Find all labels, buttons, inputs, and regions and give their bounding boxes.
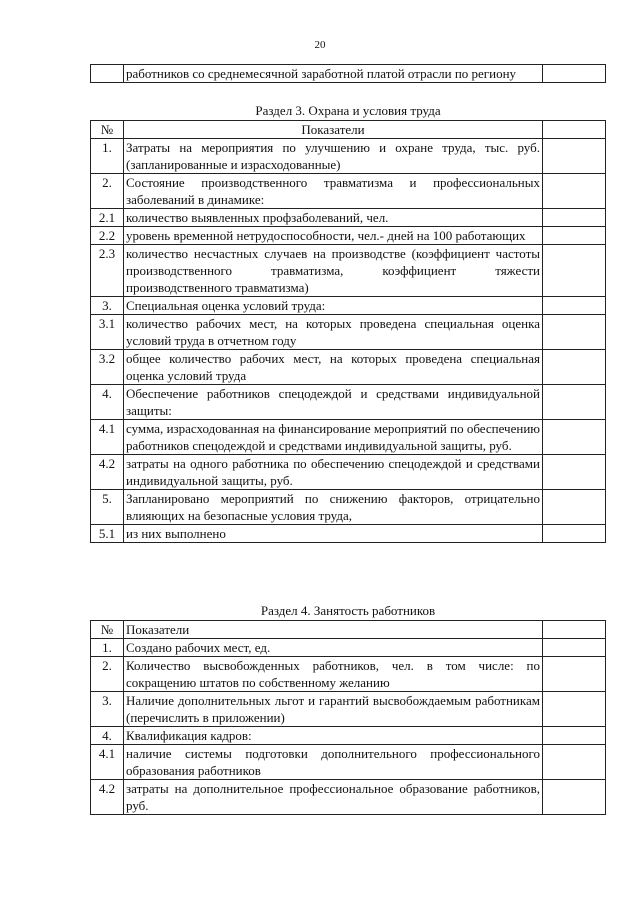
row-text-cell: количество рабочих мест, на которых проведена специальная оценка условий труда в отчетном году <box>124 315 543 350</box>
row-value-cell <box>543 745 606 780</box>
row-text-cell: количество несчастных случаев на производстве (коэффициент частоты производственного травматизма, коэффициент тяжести производственного травматизма) <box>124 245 543 297</box>
row-number-cell: 5. <box>91 490 124 525</box>
table-row <box>91 692 606 727</box>
row-value-cell <box>543 65 606 83</box>
row-number-cell: 4. <box>91 727 124 745</box>
table-row <box>91 245 606 297</box>
table-header-row <box>91 121 606 139</box>
row-value-cell <box>543 297 606 315</box>
row-number-cell: 2. <box>91 657 124 692</box>
row-number-cell: 3.1 <box>91 315 124 350</box>
row-value-cell <box>543 385 606 420</box>
table-row <box>91 350 606 385</box>
row-text-cell: Состояние производственного травматизма и профессиональных заболеваний в динамике: <box>124 174 543 209</box>
table-row <box>91 525 606 543</box>
row-value-cell <box>543 692 606 727</box>
row-text-cell: наличие системы подготовки дополнительного профессионального образования работников <box>124 745 543 780</box>
row-value-cell <box>543 139 606 174</box>
row-number-cell: 2.1 <box>91 209 124 227</box>
header-value-cell <box>543 121 606 139</box>
continuation-table <box>90 64 606 83</box>
table-row <box>91 297 606 315</box>
page-number: 20 <box>314 39 326 51</box>
table-row <box>91 315 606 350</box>
header-num-cell: № <box>91 621 124 639</box>
row-text-cell: затраты на дополнительное профессиональное образование работников, руб. <box>124 780 543 815</box>
row-value-cell <box>543 245 606 297</box>
row-number-cell: 4. <box>91 385 124 420</box>
table-header-row <box>91 621 606 639</box>
table-row <box>91 420 606 455</box>
row-value-cell <box>543 315 606 350</box>
row-value-cell <box>543 490 606 525</box>
row-text-cell: Создано рабочих мест, ед. <box>124 639 543 657</box>
row-text-cell: из них выполнено <box>124 525 543 543</box>
table-row <box>91 65 606 83</box>
row-text-cell: Специальная оценка условий труда: <box>124 297 543 315</box>
header-num-cell: № <box>91 121 124 139</box>
table-row <box>91 227 606 245</box>
row-number-cell: 2.3 <box>91 245 124 297</box>
row-text-cell: уровень временной нетрудоспособности, чел.- дней на 100 работающих <box>124 227 543 245</box>
row-value-cell <box>543 209 606 227</box>
row-number-cell: 2. <box>91 174 124 209</box>
row-text-cell: Затраты на мероприятия по улучшению и охране труда, тыс. руб. (запланированные и израсходованные) <box>124 139 543 174</box>
row-value-cell <box>543 639 606 657</box>
row-number-cell: 1. <box>91 639 124 657</box>
section3-table <box>90 120 606 543</box>
row-text-cell: работников со среднемесячной заработной платой отрасли по региону <box>124 65 543 83</box>
table-row <box>91 657 606 692</box>
table-row <box>91 385 606 420</box>
header-label-cell: Показатели <box>124 121 543 139</box>
row-text-cell: Наличие дополнительных льгот и гарантий высвобождаемым работникам (перечислить в приложении) <box>124 692 543 727</box>
header-label-cell: Показатели <box>124 621 543 639</box>
row-value-cell <box>543 174 606 209</box>
row-number-cell <box>91 65 124 83</box>
row-text-cell: сумма, израсходованная на финансирование мероприятий по обеспечению работников спецодеждой и средствами индивидуальной защиты, руб. <box>124 420 543 455</box>
row-value-cell <box>543 350 606 385</box>
table-row <box>91 745 606 780</box>
row-number-cell: 1. <box>91 139 124 174</box>
row-number-cell: 4.2 <box>91 455 124 490</box>
row-number-cell: 4.2 <box>91 780 124 815</box>
table-row <box>91 780 606 815</box>
row-number-cell: 4.1 <box>91 420 124 455</box>
row-text-cell: Запланировано мероприятий по снижению факторов, отрицательно влияющих на безопасные условия труда, <box>124 490 543 525</box>
section4-title: Раздел 4. Занятость работников <box>260 603 436 618</box>
row-value-cell <box>543 525 606 543</box>
row-value-cell <box>543 455 606 490</box>
row-text-cell: общее количество рабочих мест, на которых проведена специальная оценка условий труда <box>124 350 543 385</box>
row-text-cell: Квалификация кадров: <box>124 727 543 745</box>
table-row <box>91 209 606 227</box>
section4-table <box>90 620 606 815</box>
row-number-cell: 4.1 <box>91 745 124 780</box>
row-number-cell: 3.2 <box>91 350 124 385</box>
table-row <box>91 639 606 657</box>
row-number-cell: 3. <box>91 692 124 727</box>
row-number-cell: 2.2 <box>91 227 124 245</box>
row-number-cell: 3. <box>91 297 124 315</box>
row-value-cell <box>543 780 606 815</box>
section3-title: Раздел 3. Охрана и условия труда <box>255 103 441 118</box>
table-row <box>91 455 606 490</box>
row-text-cell: количество выявленных профзаболеваний, чел. <box>124 209 543 227</box>
table-row <box>91 727 606 745</box>
table-row <box>91 174 606 209</box>
row-text-cell: Обеспечение работников спецодеждой и средствами индивидуальной защиты: <box>124 385 543 420</box>
row-text-cell: Количество высвобожденных работников, чел. в том числе: по сокращению штатов по собственному желанию <box>124 657 543 692</box>
table-row <box>91 490 606 525</box>
table-row <box>91 139 606 174</box>
row-value-cell <box>543 227 606 245</box>
row-text-cell: затраты на одного работника по обеспечению спецодеждой и средствами индивидуальной защиты, руб. <box>124 455 543 490</box>
header-value-cell <box>543 621 606 639</box>
row-value-cell <box>543 420 606 455</box>
row-number-cell: 5.1 <box>91 525 124 543</box>
row-value-cell <box>543 657 606 692</box>
row-value-cell <box>543 727 606 745</box>
